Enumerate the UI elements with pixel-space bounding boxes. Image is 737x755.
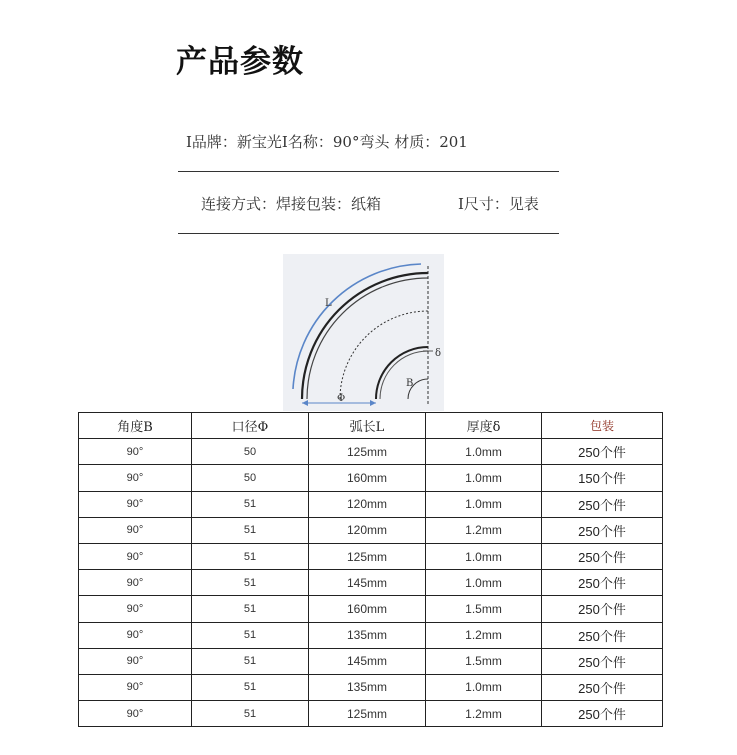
cell-arc-length: 135mm <box>309 622 426 648</box>
cell-angle: 90° <box>79 570 192 596</box>
cell-thickness: 1.5mm <box>426 596 542 622</box>
table-row <box>79 596 663 622</box>
spec-connection-packaging: 连接方式：焊接包装：纸箱 <box>201 195 382 213</box>
cell-diameter: 51 <box>192 648 309 674</box>
cell-packaging: 250个件 <box>542 622 663 648</box>
cell-arc-length: 120mm <box>309 517 426 543</box>
cell-diameter: 51 <box>192 491 309 517</box>
elbow-diagram <box>283 254 444 411</box>
parameter-table <box>78 412 663 727</box>
diameter-label: Φ <box>337 393 346 404</box>
table-row <box>79 648 663 674</box>
divider <box>178 233 559 234</box>
cell-arc-length: 160mm <box>309 465 426 491</box>
cell-thickness: 1.0mm <box>426 439 542 465</box>
spec-brand-name-material: I品牌：新宝光I名称：90°弯头 材质：201 <box>186 133 468 151</box>
cell-packaging: 250个件 <box>542 674 663 700</box>
table-row <box>79 465 663 491</box>
cell-packaging: 250个件 <box>542 543 663 569</box>
cell-arc-length: 125mm <box>309 701 426 727</box>
cell-diameter: 51 <box>192 622 309 648</box>
table-row <box>79 674 663 700</box>
cell-thickness: 1.0mm <box>426 674 542 700</box>
header-arc-length: 弧长L <box>309 413 426 439</box>
cell-arc-length: 145mm <box>309 648 426 674</box>
table-row <box>79 622 663 648</box>
table-header-row <box>79 413 663 439</box>
cell-arc-length: 160mm <box>309 596 426 622</box>
cell-angle: 90° <box>79 648 192 674</box>
cell-diameter: 50 <box>192 465 309 491</box>
header-diameter: 口径Φ <box>192 413 309 439</box>
arc-length-label: L <box>325 298 332 309</box>
cell-thickness: 1.2mm <box>426 701 542 727</box>
cell-arc-length: 125mm <box>309 439 426 465</box>
cell-angle: 90° <box>79 517 192 543</box>
cell-thickness: 1.2mm <box>426 517 542 543</box>
cell-arc-length: 120mm <box>309 491 426 517</box>
cell-packaging: 250个件 <box>542 439 663 465</box>
header-angle: 角度B <box>79 413 192 439</box>
cell-packaging: 250个件 <box>542 517 663 543</box>
table-row <box>79 439 663 465</box>
cell-diameter: 50 <box>192 439 309 465</box>
cell-arc-length: 125mm <box>309 543 426 569</box>
cell-thickness: 1.2mm <box>426 622 542 648</box>
table-row <box>79 701 663 727</box>
cell-packaging: 250个件 <box>542 701 663 727</box>
thickness-label: δ <box>435 348 442 359</box>
divider <box>178 171 559 172</box>
cell-angle: 90° <box>79 465 192 491</box>
header-packaging: 包装 <box>542 413 663 439</box>
cell-packaging: 250个件 <box>542 596 663 622</box>
spec-size: I尺寸：见表 <box>458 195 539 213</box>
cell-arc-length: 135mm <box>309 674 426 700</box>
page-title: 产品参数 <box>176 44 304 80</box>
cell-packaging: 250个件 <box>542 570 663 596</box>
cell-diameter: 51 <box>192 517 309 543</box>
table-row <box>79 491 663 517</box>
cell-angle: 90° <box>79 543 192 569</box>
cell-packaging: 150个件 <box>542 465 663 491</box>
cell-angle: 90° <box>79 439 192 465</box>
header-thickness: 厚度δ <box>426 413 542 439</box>
cell-diameter: 51 <box>192 543 309 569</box>
cell-angle: 90° <box>79 701 192 727</box>
cell-thickness: 1.0mm <box>426 491 542 517</box>
table-row <box>79 570 663 596</box>
cell-angle: 90° <box>79 491 192 517</box>
cell-diameter: 51 <box>192 674 309 700</box>
table-row <box>79 543 663 569</box>
cell-thickness: 1.5mm <box>426 648 542 674</box>
cell-angle: 90° <box>79 596 192 622</box>
cell-diameter: 51 <box>192 570 309 596</box>
cell-diameter: 51 <box>192 701 309 727</box>
cell-angle: 90° <box>79 674 192 700</box>
cell-thickness: 1.0mm <box>426 543 542 569</box>
cell-diameter: 51 <box>192 596 309 622</box>
cell-thickness: 1.0mm <box>426 570 542 596</box>
cell-packaging: 250个件 <box>542 491 663 517</box>
table-row <box>79 517 663 543</box>
cell-thickness: 1.0mm <box>426 465 542 491</box>
angle-label: B <box>406 378 414 389</box>
cell-packaging: 250个件 <box>542 648 663 674</box>
cell-angle: 90° <box>79 622 192 648</box>
cell-arc-length: 145mm <box>309 570 426 596</box>
